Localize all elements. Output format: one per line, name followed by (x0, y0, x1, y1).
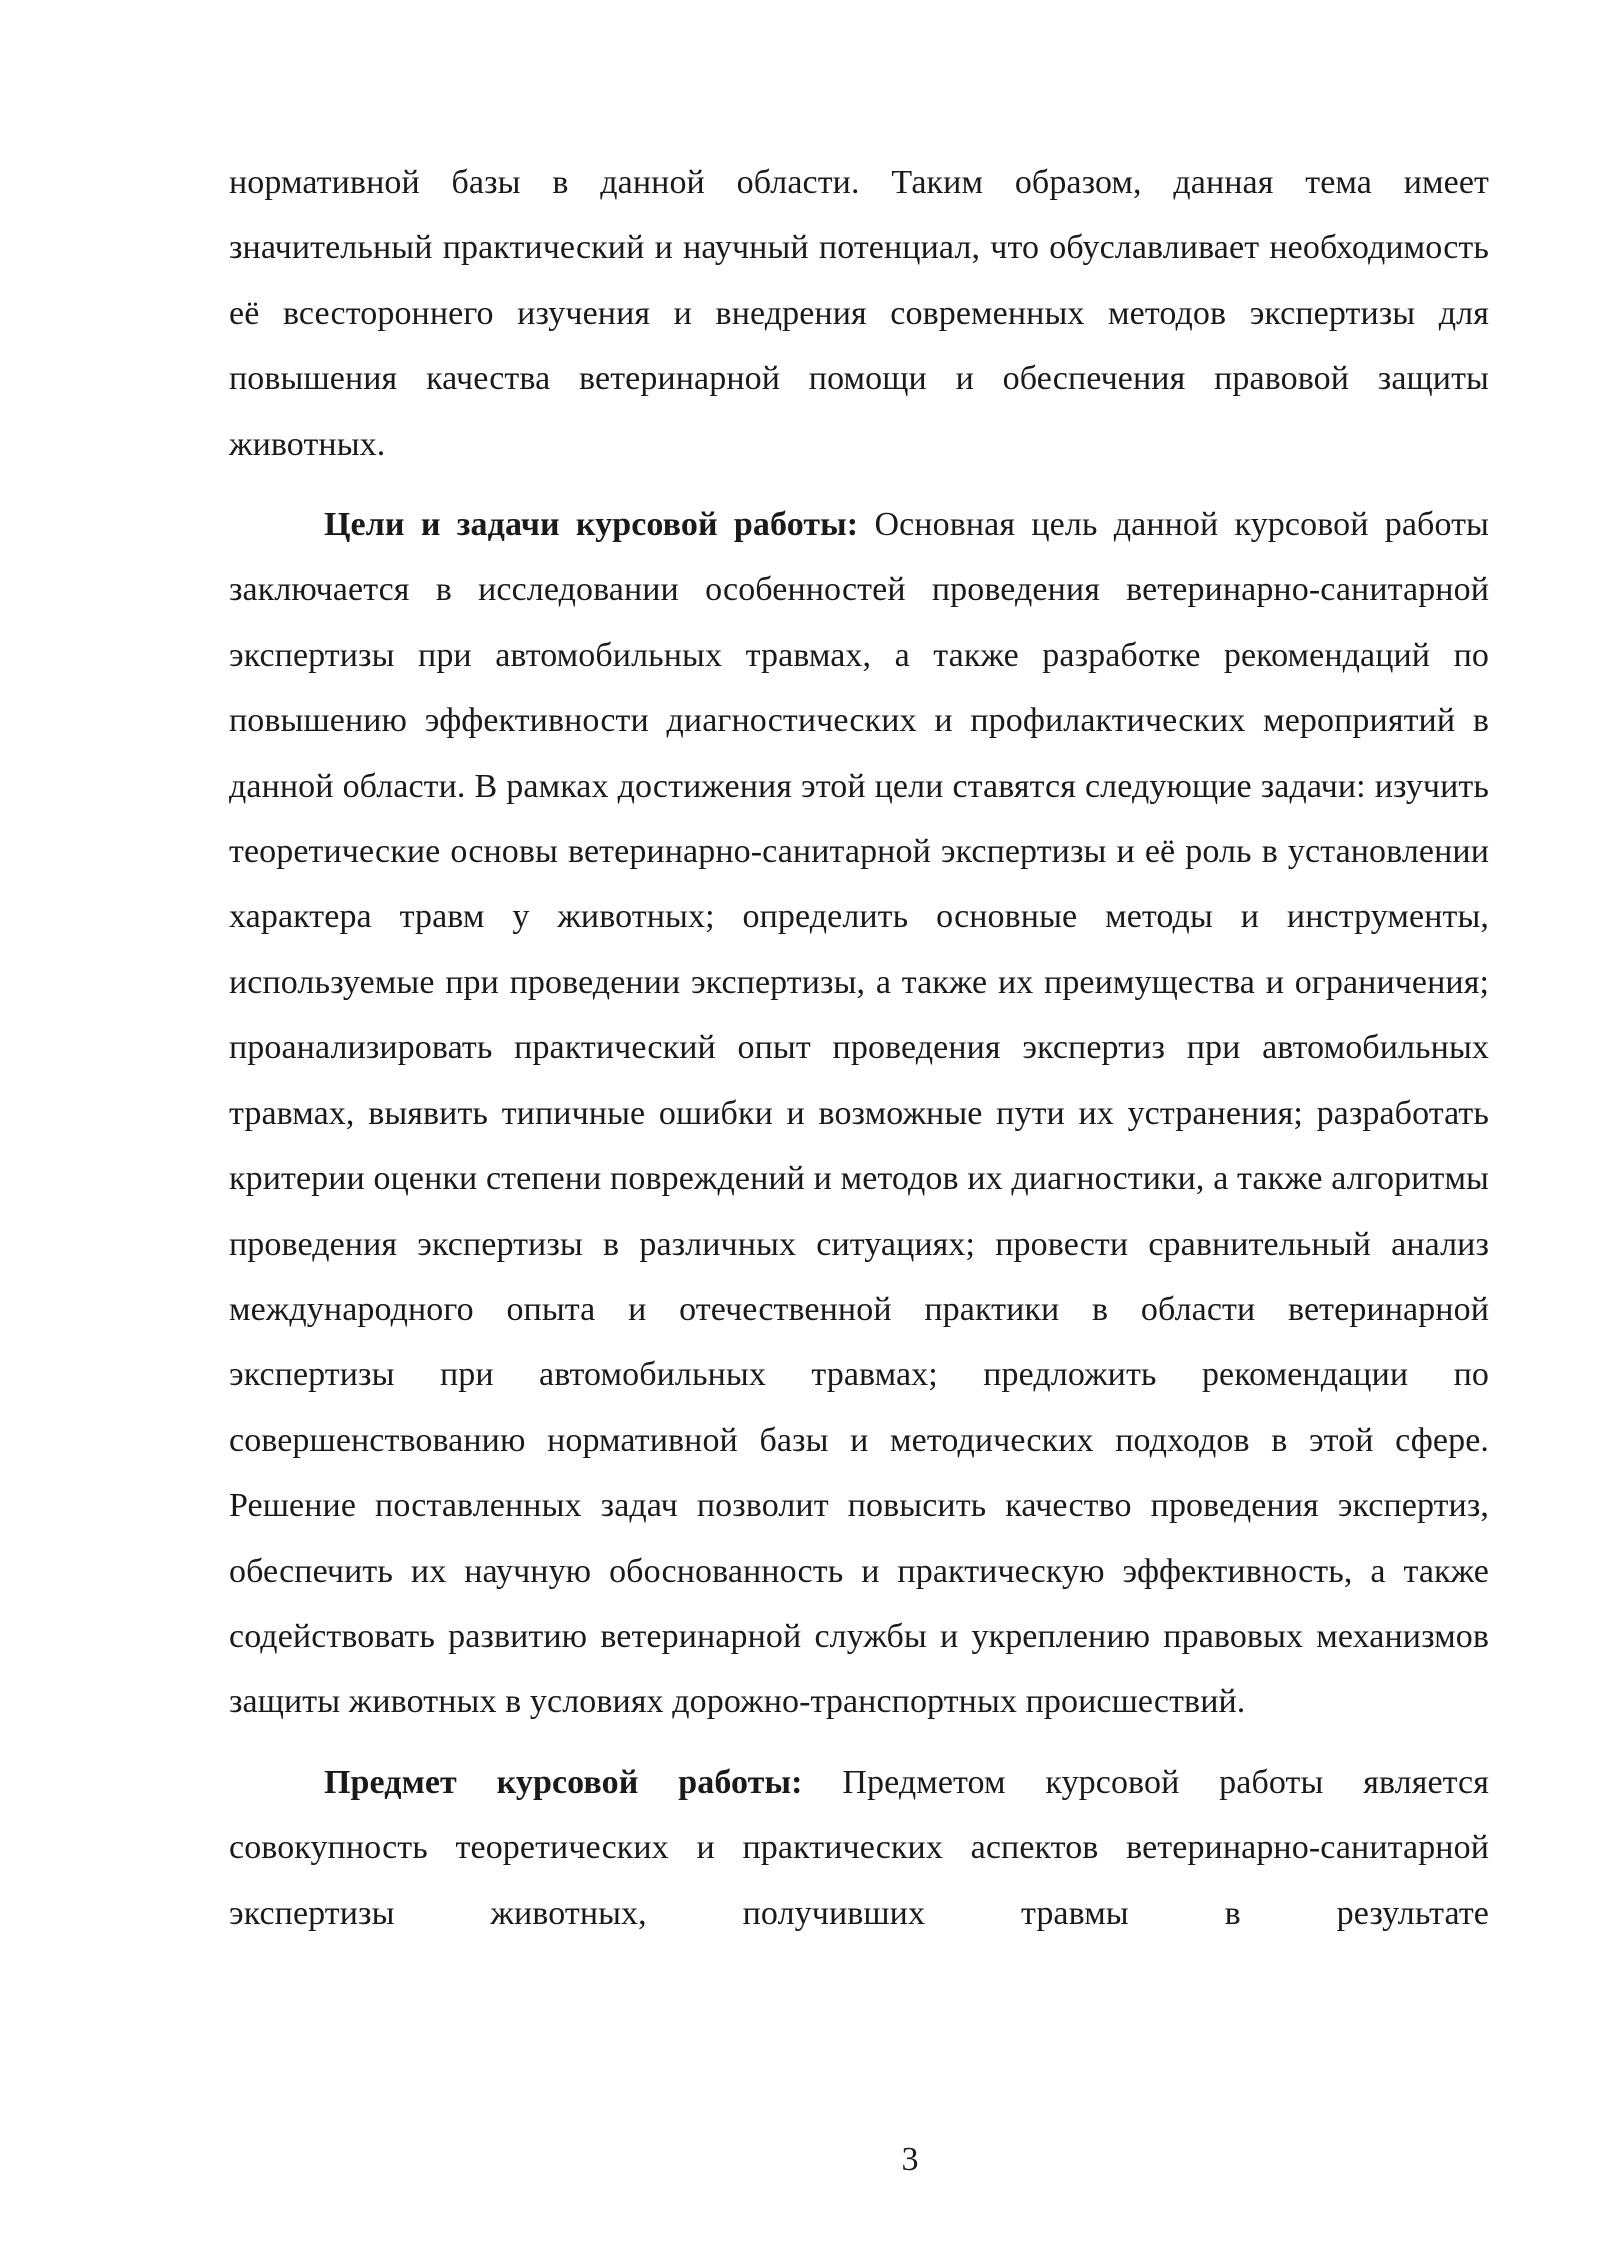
paragraph-text: нормативной базы в данной области. Таким образом, данная тема имеет значительный практический и научный потенциал, что обуславливает необходимость её всестороннего изучения и внедрения современных методов экспертизы для повышения качества ветеринарной помощи и обеспечения правовой защиты животных. (229, 164, 1489, 463)
page-number: 3 (901, 2141, 919, 2178)
document-page (229, 150, 1489, 1946)
paragraph-subject (229, 1750, 1489, 1946)
paragraph-intro-continuation (229, 150, 1489, 477)
paragraph-goals-and-tasks (229, 492, 1489, 1735)
paragraph-heading-goals: Цели и задачи курсовой работы: (324, 506, 859, 544)
paragraph-text: Предметом курсовой работы является совокупность теоретических и практических аспектов ветеринарно-санитарной экспертизы животных, получивших травмы в результате (229, 1763, 1489, 1932)
paragraph-heading-subject: Предмет курсовой работы: (324, 1763, 803, 1801)
paragraph-text: Основная цель данной курсовой работы заключается в исследовании особенностей проведения ветеринарно-санитарной экспертизы при автомобильных травмах, а также разработке рекомендаций по повышению эффективности диагностических и профилактических мероприятий в данной области. В рамках достижения этой цели ставятся следующие задачи: изучить теоретические основы ветеринарно-санитарной экспертизы и её роль в установлении характера травм у животных; определить основные методы и инструменты, используемые при проведении экспертизы, а также их преимущества и ограничения; проанализировать практический опыт проведения экспертиз при автомобильных травмах, выявить типичные ошибки и возможные пути их устранения; разработать критерии оценки степени повреждений и методов их диагностики, а также алгоритмы проведения экспертизы в различных ситуациях; провести сравнительный анализ международного опыта и отечественной практики в области ветеринарной экспертизы при автомобильных травмах; предложить рекомендации по совершенствованию нормативной базы и методических подходов в этой сфере. Решение поставленных задач позволит повысить качество проведения экспертиз, обеспечить их научную обоснованность и практическую эффективность, а также содействовать развитию ветеринарной службы и укреплению правовых механизмов защиты животных в условиях дорожно-транспортных происшествий. (229, 506, 1489, 1721)
